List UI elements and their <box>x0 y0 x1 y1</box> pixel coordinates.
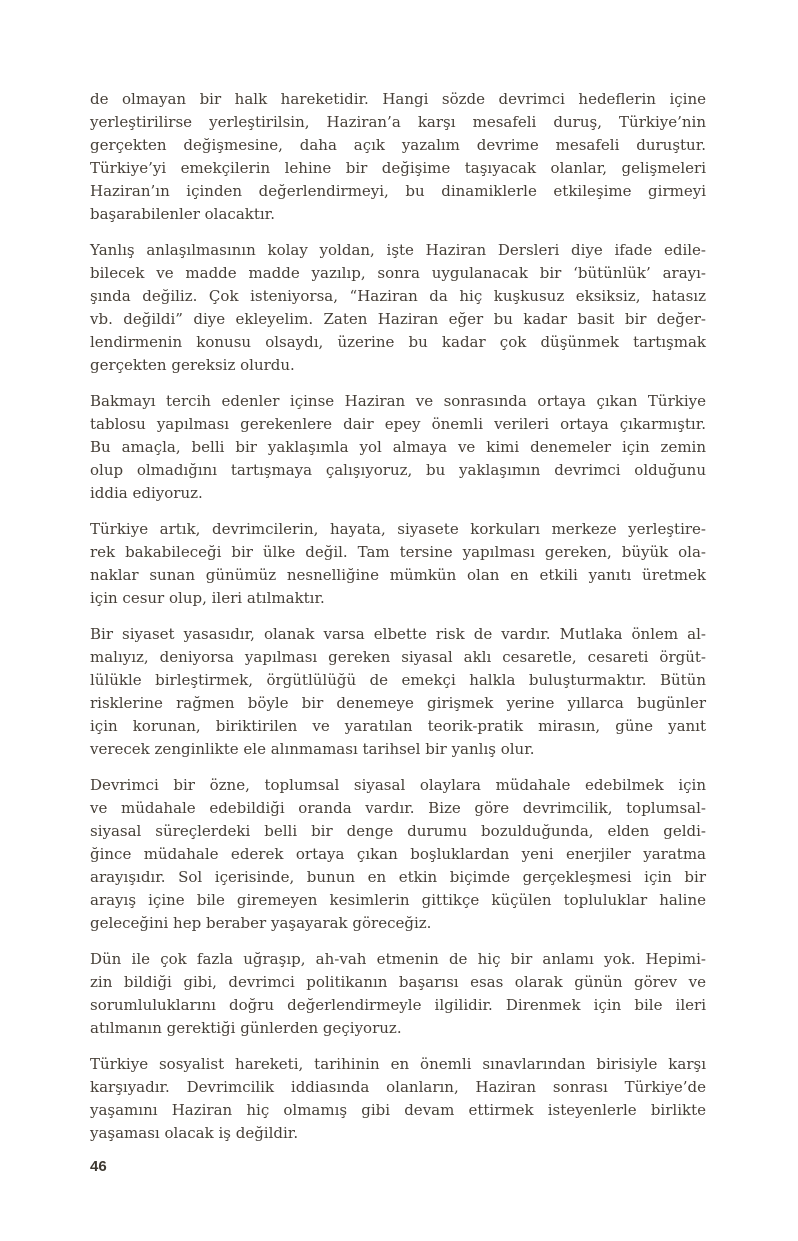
text-line: Türkiye’yi emekçilerin lehine bir değişime taşıyacak olanlar, gelişmeleri <box>90 159 706 177</box>
text-line: malıyız, deniyorsa yapılması gereken siyasal aklı cesaretle, cesareti örgüt- <box>90 648 706 666</box>
text-line: Türkiye artık, devrimcilerin, hayata, siyasete korkuları merkeze yerleştire- <box>90 520 706 538</box>
text-line: olup olmadığını tartışmaya çalışıyoruz, bu yaklaşımın devrimci olduğunu <box>90 461 706 479</box>
text-line: naklar sunan günümüz nesnelliğine mümkün olan en etkili yanıtı üretmek <box>90 566 706 584</box>
text-line: yaşaması olacak iş değildir. <box>90 1124 299 1142</box>
text-line: siyasal süreçlerdeki belli bir denge durumu bozulduğunda, elden geldi- <box>90 822 706 840</box>
text-line: arayışıdır. Sol içerisinde, bunun en etkin biçimde gerçekleşmesi için bir <box>90 868 706 886</box>
text-line: vb. değildi” diye ekleyelim. Zaten Haziran eğer bu kadar basit bir değer- <box>90 310 706 328</box>
paragraph <box>90 948 706 1040</box>
text-line: Bir siyaset yasasıdır, olanak varsa elbette risk de vardır. Mutlaka önlem al- <box>90 625 706 643</box>
text-line: Türkiye sosyalist hareketi, tarihinin en önemli sınavlarından birisiyle karşı <box>90 1055 706 1073</box>
paragraph <box>90 239 706 377</box>
text-line: Bu amaçla, belli bir yaklaşımla yol almaya ve kimi denemeler için zemin <box>90 438 706 456</box>
text-line: rek bakabileceği bir ülke değil. Tam tersine yapılması gereken, büyük ola- <box>90 543 706 561</box>
paragraph <box>90 774 706 935</box>
text-line: şında değiliz. Çok isteniyorsa, “Haziran da hiç kuşkusuz eksiksiz, hatasız <box>90 287 706 305</box>
text-line: için cesur olup, ileri atılmaktır. <box>90 589 325 607</box>
text-line: gerçekten gereksiz olurdu. <box>90 356 295 374</box>
text-line: bilecek ve madde madde yazılıp, sonra uygulanacak bir ‘bütünlük’ arayı- <box>90 264 706 282</box>
text-line: tablosu yapılması gerekenlere dair epey önemli verileri ortaya çıkarmıştır. <box>90 415 706 433</box>
text-line: Dün ile çok fazla uğraşıp, ah-vah etmenin de hiç bir anlamı yok. Hepimi- <box>90 950 706 968</box>
text-line: risklerine rağmen böyle bir denemeye girişmek yerine yıllarca bugünler <box>90 694 706 712</box>
paragraph <box>90 390 706 505</box>
text-line: geleceğini hep beraber yaşayarak göreceğiz. <box>90 914 432 932</box>
paragraph <box>90 623 706 761</box>
paragraph <box>90 518 706 610</box>
text-line: arayış içine bile giremeyen kesimlerin gittikçe küçülen topluluklar haline <box>90 891 706 909</box>
text-line: de olmayan bir halk hareketidir. Hangi sözde devrimci hedeflerin içine <box>90 90 706 108</box>
text-line: başarabilenler olacaktır. <box>90 205 275 223</box>
text-line: sorumluluklarını doğru değerlendirmeyle ilgilidir. Direnmek için bile ileri <box>90 996 706 1014</box>
text-line: lülükle birleştirmek, örgütlülüğü de emekçi halkla buluşturmaktır. Bütün <box>90 671 706 689</box>
paragraph <box>90 88 706 226</box>
text-line: karşıyadır. Devrimcilik iddiasında olanların, Haziran sonrası Türkiye’de <box>90 1078 706 1096</box>
text-line: ğince müdahale ederek ortaya çıkan boşluklardan yeni enerjiler yaratma <box>90 845 706 863</box>
text-line: lendirmenin konusu olsaydı, üzerine bu kadar çok düşünmek tartışmak <box>90 333 706 351</box>
text-line: için korunan, biriktirilen ve yaratılan teorik-pratik mirasın, güne yanıt <box>90 717 706 735</box>
text-line: verecek zenginlikte ele alınmaması tarihsel bir yanlış olur. <box>90 740 535 758</box>
text-line: gerçekten değişmesine, daha açık yazalım devrime mesafeli duruştur. <box>90 136 706 154</box>
text-line: atılmanın gerektiği günlerden geçiyoruz. <box>90 1019 402 1037</box>
text-line: Haziran’ın içinden değerlendirmeyi, bu dinamiklerle etkileşime girmeyi <box>90 182 706 200</box>
text-line: Bakmayı tercih edenler içinse Haziran ve sonrasında ortaya çıkan Türkiye <box>90 392 706 410</box>
text-line: ve müdahale edebildiği oranda vardır. Bize göre devrimcilik, toplumsal- <box>90 799 706 817</box>
text-line: yaşamını Haziran hiç olmamış gibi devam ettirmek isteyenlerle birlikte <box>90 1101 706 1119</box>
text-line: Devrimci bir özne, toplumsal siyasal olaylara müdahale edebilmek için <box>90 776 706 794</box>
text-line: zin bildiği gibi, devrimci politikanın başarısı esas olarak günün görev ve <box>90 973 706 991</box>
text-line: Yanlış anlaşılmasının kolay yoldan, işte Haziran Dersleri diye ifade edile- <box>90 241 706 259</box>
text-line: yerleştirilirse yerleştirilsin, Haziran’a karşı mesafeli duruş, Türkiye’nin <box>90 113 706 131</box>
page-number: 46 <box>90 1158 107 1175</box>
paragraph <box>90 1053 706 1145</box>
text-block <box>90 88 706 1145</box>
text-line: iddia ediyoruz. <box>90 484 203 502</box>
